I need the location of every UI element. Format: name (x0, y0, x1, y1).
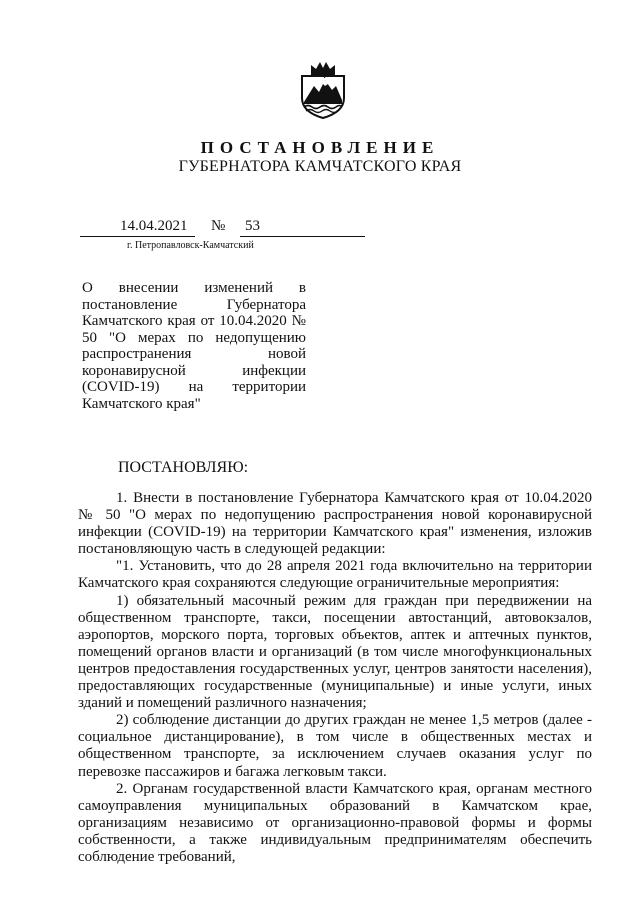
document-city: г. Петропавловск-Камчатский (127, 240, 254, 251)
body-paragraph: "1. Установить, что до 28 апреля 2021 года включительно на территории Камчатского края сохраняются следующие ограничительные мероприятия: (78, 558, 592, 592)
document-subject: О внесении изменений в постановление Губернатора Камчатского края от 10.04.2020 № 50 "О мерах по недопущению распространения новой коронавирусной инфекции (COVID-19) на территории Камчатского края" (82, 280, 306, 412)
number-underline (240, 236, 365, 237)
kamchatka-coat-of-arms-icon (296, 60, 350, 120)
body-paragraph: 1. Внести в постановление Губернатора Камчатского края от 10.04.2020 № 50 "О мерах по недопущению распространения новой коронавирусной инфекции (COVID-19) на территории Камчатского края" изменения, изложив постановляющую часть в следующей редакции: (78, 490, 592, 558)
page-subtitle: ГУБЕРНАТОРА КАМЧАТСКОГО КРАЯ (178, 158, 462, 175)
body-paragraph: 1) обязательный масочный режим для граждан при передвижении на общественном транспорте, такси, посещении автостанций, автовокзалов, аэропортов, морского порта, торговых объектов, аптек и аптечных пунктов, помещений органов власти и организаций (в том числе многофункциональных центров предоставления государственных услуг, центров занятости населения), предоставляющих государственные (муниципальные) и иные услуги, иных зданий и помещений различного назначения; (78, 592, 592, 712)
page-title: ПОСТАНОВЛЕНИЕ (200, 138, 440, 157)
body-paragraph: 2) соблюдение дистанции до других граждан не менее 1,5 метров (далее - социальное дистанцирование), в том числе в общественных местах и общественном транспорте, за исключением случаев оказания услуг по перевозке пассажиров и багажа легковым такси. (78, 712, 592, 780)
number-sign: № (211, 218, 226, 234)
document-date: 14.04.2021 (120, 218, 188, 234)
decree-word: ПОСТАНОВЛЯЮ: (118, 459, 249, 476)
document-number: 53 (245, 218, 260, 234)
body-paragraph: 2. Органам государственной власти Камчатского края, органам местного самоуправления муниципальных образований в Камчатском крае, организациям независимо от организационно-правовой формы и формы собственности, а также индивидуальным предпринимателям обеспечить соблюдение требований, (78, 780, 592, 865)
document-body (78, 490, 592, 866)
date-underline (80, 236, 195, 237)
